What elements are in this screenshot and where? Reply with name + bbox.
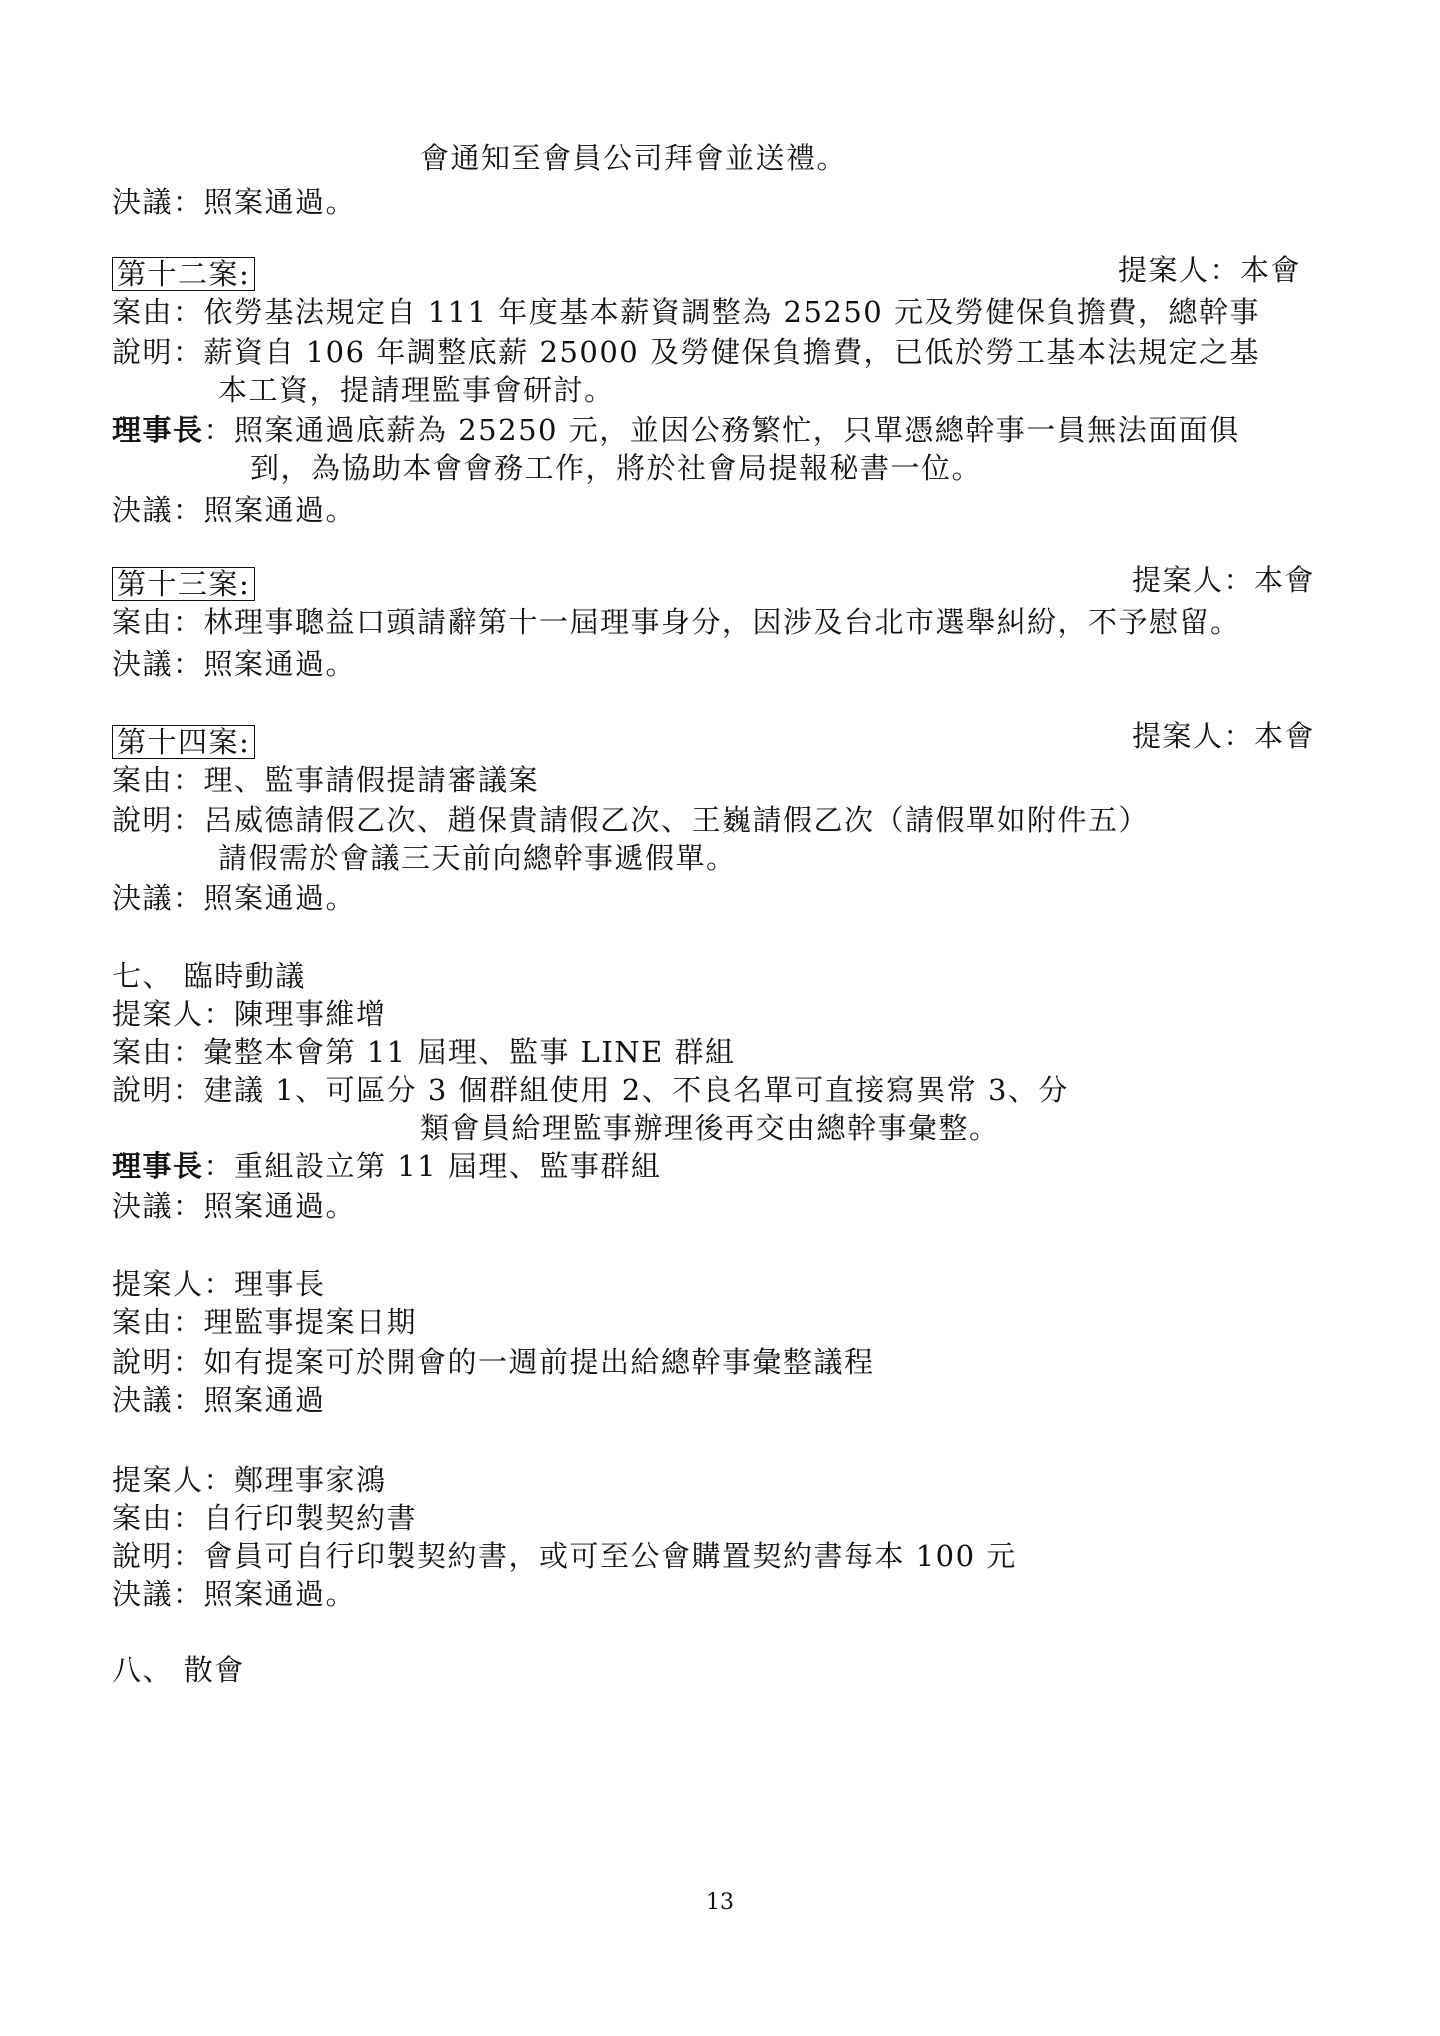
section8-heading: 八、 散會 [112,1653,245,1687]
case12-title-box: 第十二案: [112,257,255,291]
motion1-chair-label: 理事長 [112,1149,204,1183]
motion3-reason: 案由：自行印製契約書 [112,1501,418,1535]
case13-resolution: 決議：照案通過。 [112,647,357,681]
case12-resolution: 決議：照案通過。 [112,493,357,527]
case12-chair [112,412,1240,448]
motion1-chair [112,1148,661,1184]
motion1-proposer: 提案人：陳理事維增 [112,997,387,1031]
case14-explain-2: 請假需於會議三天前向總幹事遞假單。 [218,841,737,875]
case13-proposer: 提案人：本會 [1132,563,1316,597]
continuation-line: 會通知至會員公司拜會並送禮。 [420,141,848,175]
case13-title-box: 第十三案: [112,567,255,601]
case13-reason: 案由：林理事聰益口頭請辭第十一屆理事身分，因涉及台北市選舉糾紛，不予慰留。 [112,605,1241,639]
case12-title [112,256,255,292]
motion2-resolution: 決議：照案通過 [112,1383,326,1417]
motion1-reason: 案由：彙整本會第 11 屆理、監事 LINE 群組 [112,1035,736,1069]
case12-explain-1: 說明：薪資自 106 年調整底薪 25000 及勞健保負擔費，已低於勞工基本法規定之基 [112,335,1260,369]
case14-title [112,724,255,760]
continuation-resolution: 決議：照案通過。 [112,185,357,219]
case14-title-box: 第十四案: [112,725,255,759]
motion1-resolution: 決議：照案通過。 [112,1189,357,1223]
case13-title [112,566,255,602]
case14-reason: 案由：理、監事請假提請審議案 [112,763,540,797]
case12-proposer: 提案人：本會 [1118,253,1302,287]
page-number: 13 [706,1890,734,1915]
case12-chair-text: ：照案通過底薪為 25250 元，並因公務繁忙，只單憑總幹事一員無法面面俱 [203,413,1240,447]
motion1-explain-1: 說明：建議 1、可區分 3 個群組使用 2、不良名單可直接寫異常 3、分 [112,1073,1069,1107]
motion2-reason: 案由：理監事提案日期 [112,1305,418,1339]
case14-resolution: 決議：照案通過。 [112,881,357,915]
case12-chair-2: 到，為協助本會會務工作，將於社會局提報秘書一位。 [250,451,983,485]
case14-proposer: 提案人：本會 [1132,719,1316,753]
motion2-explain-1: 說明：如有提案可於開會的一週前提出給總幹事彙整議程 [112,1345,875,1379]
motion1-explain-2: 類會員給理監事辦理後再交由總幹事彙整。 [420,1111,1000,1145]
case12-chair-label: 理事長 [112,413,204,447]
case12-explain-2: 本工資，提請理監事會研討。 [218,373,615,407]
motion3-proposer: 提案人：鄭理事家鴻 [112,1463,387,1497]
motion2-proposer: 提案人：理事長 [112,1267,326,1301]
section7-heading: 七、 臨時動議 [112,959,306,993]
motion3-explain-1: 說明：會員可自行印製契約書，或可至公會購置契約書每本 100 元 [112,1539,1017,1573]
motion1-chair-text: ：重組設立第 11 屆理、監事群組 [203,1149,662,1183]
case12-reason: 案由：依勞基法規定自 111 年度基本薪資調整為 25250 元及勞健保負擔費，總幹事 [112,295,1260,329]
case14-explain-1: 說明：呂威德請假乙次、趙保貴請假乙次、王巍請假乙次（請假單如附件五） [112,803,1150,837]
motion3-resolution: 決議：照案通過。 [112,1577,357,1611]
